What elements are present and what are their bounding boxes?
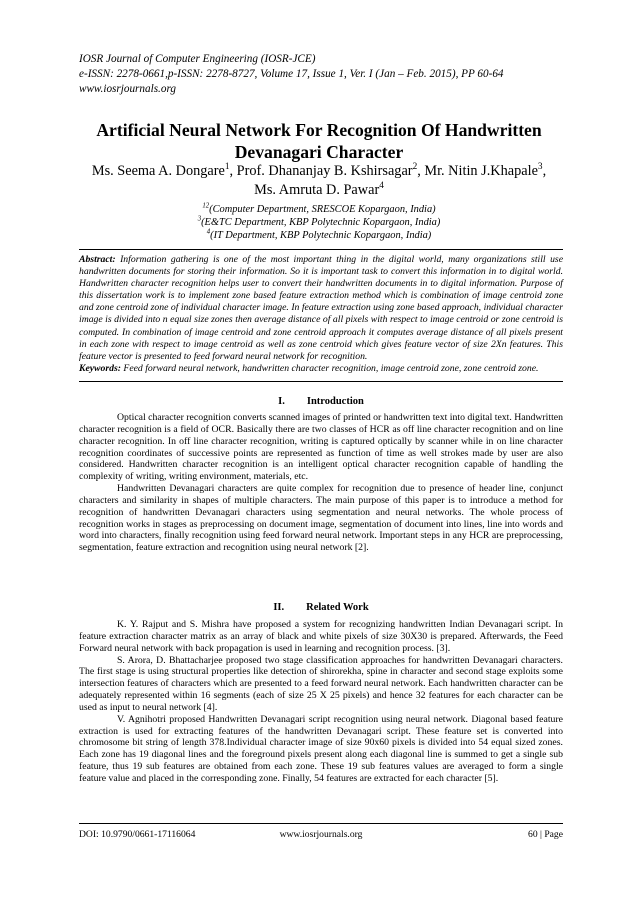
author-affiliation-mark: 4 (379, 181, 384, 192)
abstract (79, 254, 563, 363)
paper-title-line-1: Artificial Neural Network For Recognition Of Handwritten (96, 120, 542, 140)
affiliation-mark: 4 (206, 228, 211, 236)
affiliation-list (60, 203, 578, 242)
author-line-1 (60, 162, 578, 181)
affiliation (60, 203, 578, 216)
journal-header (79, 52, 569, 97)
paragraph: Optical character recognition converts scanned images of printed or handwritten text into digital text. Handwritten character recognition is a field of OCR. Basically there are two classes of HCR as off line character recognition and on line character recognition. In off line character recognition, writing is captured optically by scanner while in on line character recognition coordinates of successive points are represented as function of time as well strokes made by user are also considered. Handwritten character recognition is an intelligent optical character recognition capable of handling the complexity of writing, writing environment, materials, etc. (79, 412, 563, 483)
author-separator: , (542, 163, 547, 179)
paragraph: Handwritten Devanagari characters are quite complex for recognition due to presence of header line, conjunct characters and similarity in shapes of multiple characters. The main purpose of this paper is to introduce a method for recognition of handwritten Devanagari characters using segmentation and neural networks. The whole process of recognition works in stages as preprocessing on document image, segmentation of document into lines, line into words and word into characters, finally recognition using feed forward neural network. Important steps in any HCR are preprocessing, segmentation, feature extraction and recognition using neural network [2]. (79, 483, 563, 554)
author-name: Ms. Amruta D. Pawar (254, 182, 380, 198)
journal-issn: e-ISSN: 2278-0661,p-ISSN: 2278-8727, Volume 17, Issue 1, Ver. I (Jan – Feb. 2015), PP 60-64 (79, 68, 504, 80)
journal-name: IOSR Journal of Computer Engineering (IOSR-JCE) (79, 53, 316, 65)
keywords (79, 363, 563, 375)
paper-title-line-2: Devanagari Character (234, 142, 404, 162)
section-number: I. (278, 396, 285, 407)
keywords-text: Feed forward neural network, handwritten character recognition, image centroid zone, zone centroid zone. (120, 362, 539, 374)
footer-website: www.iosrjournals.org (279, 829, 363, 840)
footer-doi: DOI: 10.9790/0661-17116064 (79, 829, 196, 840)
author-affiliation-mark: 2 (412, 162, 418, 173)
affiliation-mark: 3 (197, 215, 202, 223)
affiliation (60, 216, 578, 229)
author-list (60, 162, 578, 200)
footer-rule (79, 823, 563, 824)
section-title: Introduction (306, 396, 364, 407)
author-affiliation-mark: 1 (224, 162, 230, 173)
abstract-top-rule (79, 249, 563, 250)
section-heading-introduction (79, 395, 563, 408)
paragraph: S. Arora, D. Bhattacharjee proposed two stage classification approaches for handwritten Devanagari characters. The first stage is using structural properties like detection of shirorekha, spine in character and second stage exploits some intersection features of characters which are presented to a feed forward neural network. Each handwritten character can be adequately represented within 16 segments (each of size 25 X 25 pixels) and hence 32 features for each character can be used as input to neural network [4]. (79, 654, 563, 713)
section-number: II. (273, 602, 285, 613)
introduction-body (79, 412, 563, 554)
author-name: , Prof. Dhananjay B. Kshirsagar (229, 163, 413, 179)
abstract-bottom-rule (79, 381, 563, 382)
related-work-body (79, 619, 563, 785)
keywords-label: Keywords: (79, 362, 121, 374)
footer-page-number: 60 | Page (528, 829, 563, 840)
abstract-label: Abstract: (79, 254, 116, 265)
section-title: Related Work (306, 602, 369, 613)
abstract-text: Information gathering is one of the most important thing in the digital world, many organizations still use handwritten documents for storing their information. So it is important task to convert this information in to digital world. Handwritten character recognition helps user to convert their handwritten documents in to digital information. Purpose of this dissertation work is to implement zone based feature extraction method which is combination of image centroid zone and zone centroid zone of individual character image. In feature extraction using zone based approach, individual character image is divided into n equal size zones then average distance of all pixels with respect to image centroid or zone centroid is computed. In combination of image centroid and zone centroid approach it computes average distance of all pixels present in each zone with respect to image centroid as well as zone centroid which gives feature vector of size 2Xn features. This feature vector is presented to feed forward neural network for recognition. (79, 254, 563, 362)
affiliation-text: (Computer Department, SRESCOE Kopargaon, India) (209, 204, 436, 215)
author-line-2 (60, 181, 578, 200)
journal-website: www.iosrjournals.org (79, 83, 176, 95)
affiliation (60, 229, 578, 242)
author-name: , Mr. Nitin J.Khapale (417, 163, 538, 179)
abstract-block (79, 254, 563, 375)
paragraph: K. Y. Rajput and S. Mishra have proposed a system for recognizing handwritten Indian Devanagari script. In feature extraction character matrix as an array of black and white pixels of size 30X30 is prepared. Afterwards, the Feed Forward neural network with back propagation is used in learning and recognition process. [3]. (79, 619, 563, 654)
section-heading-related-work (79, 601, 563, 614)
author-name: Ms. Seema A. Dongare (91, 163, 225, 179)
author-affiliation-mark: 3 (537, 162, 543, 173)
paragraph: V. Agnihotri proposed Handwritten Devanagari script recognition using neural network. Diagonal based feature extraction is used for extracting features of the handwritten Devanagari script. These feature set is converted into chromosome bit string of length 378.Individual character image of size 90x60 pixels is divided into 54 equal sized zones. Each zone has 19 diagonal lines and the foreground pixels present along each diagonal line is summed to get a single sub feature, thus 19 sub features are obtained from each zone. These 19 sub features values are averaged to form a single feature value and placed in the corresponding zone. Finally, 54 features are extracted for each character [5]. (79, 713, 563, 784)
affiliation-mark: 12 (202, 202, 210, 210)
affiliation-text: (IT Department, KBP Polytechnic Kopargaon, India) (210, 230, 432, 241)
paper-title (60, 119, 578, 163)
affiliation-text: (E&TC Department, KBP Polytechnic Kopargaon, India) (201, 217, 441, 228)
